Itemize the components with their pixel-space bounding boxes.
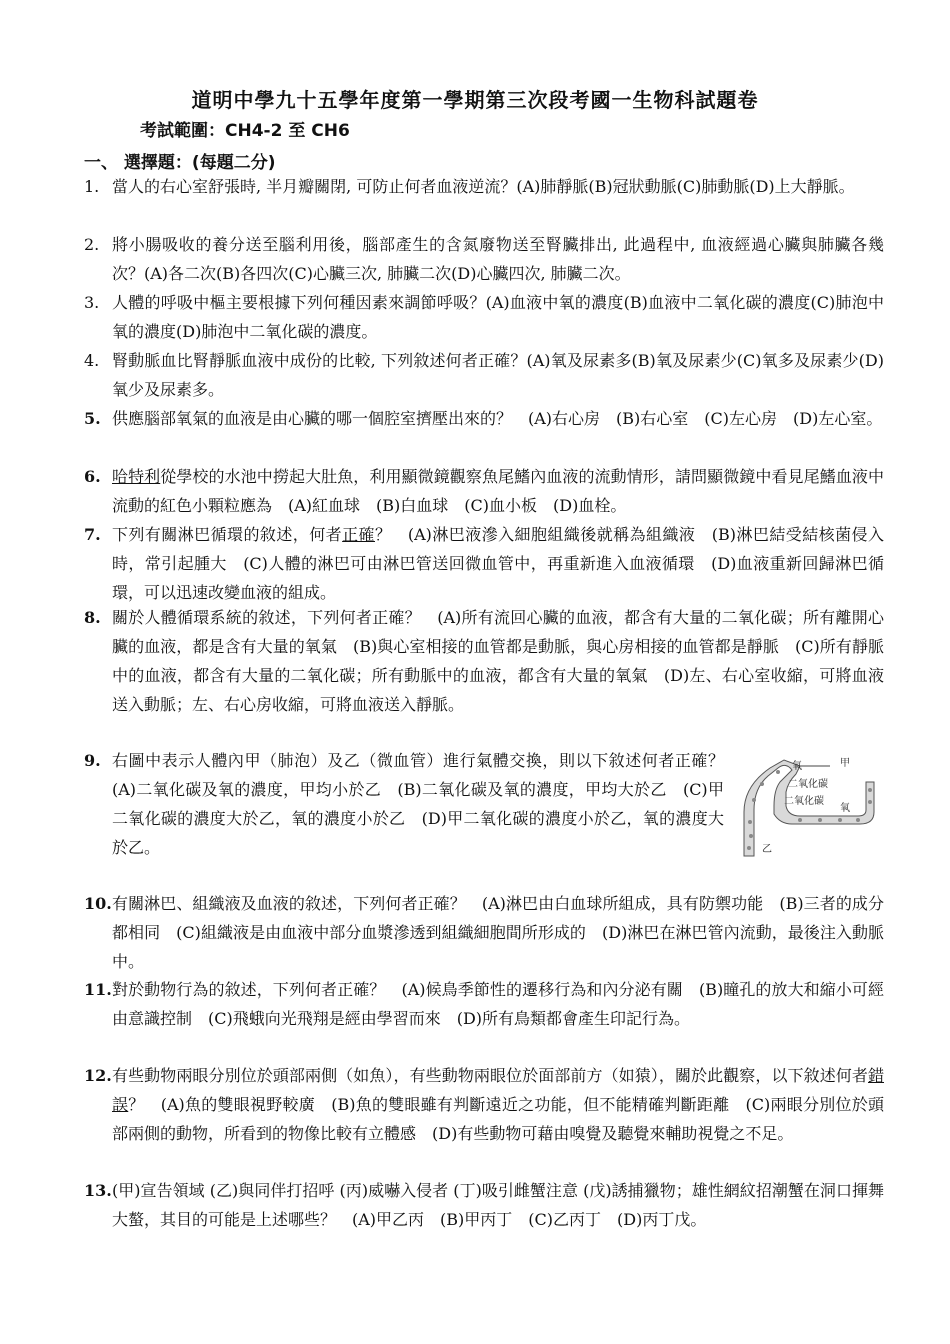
question-text: [112, 462, 884, 520]
question-number: 13.: [84, 1181, 112, 1200]
question-7: [84, 520, 884, 607]
question-1: [84, 172, 884, 201]
question-number: 7.: [84, 525, 101, 544]
underlined-keyword: 正確: [342, 525, 375, 544]
question-8: [84, 603, 884, 719]
question-12: [84, 1061, 884, 1148]
question-text: 關於人體循環系統的敘述，下列何者正確？ (A)所有流回心臟的血液，都含有大量的二氧化碳；所有離開心臟的血液，都是含有大量的氧氣 (B)與心室相接的血管都是動脈，與心房相接的血管都是靜脈 (C)所有靜脈中的血液，都含有大量的二氧化碳；所有動脈中的血液，都含有大量的氧氣 (D)左、右心室收縮，可將血液送入動脈；左、右心房收縮，可將血液送入靜脈。: [112, 608, 884, 714]
capillary-shape: [744, 760, 874, 856]
question-stem: 有些動物兩眼分別位於頭部兩側（如魚），有些動物兩眼位於面部前方（如猿），關於此觀察，以下敘述何者: [112, 1066, 868, 1085]
question-10: [84, 889, 884, 976]
question-number: 3.: [84, 293, 100, 312]
gas-exchange-figure: [740, 752, 880, 860]
question-text: [112, 1061, 884, 1148]
question-text: 當人的右心室舒張時, 半月瓣關閉, 可防止何者血液逆流？(A)肺靜脈(B)冠狀動脈(C)肺動脈(D)上大靜脈。: [112, 177, 855, 196]
question-number: 11.: [84, 980, 112, 999]
figure-label-co2-upper: 二氧化碳: [788, 779, 828, 790]
question-number: 1.: [84, 177, 100, 196]
figure-label-oxygen-right: 氧: [840, 803, 850, 814]
question-13: [84, 1176, 884, 1234]
question-number: 8.: [84, 608, 101, 627]
question-text: 有關淋巴、組織液及血液的敘述，下列何者正確？ (A)淋巴由白血球所組成，具有防禦功能 (B)三者的成分都相同 (C)組織液是由血液中部分血漿滲透到組織細胞間所形成的 (D)淋巴在淋巴管內流動，最後注入動脈中。: [112, 894, 884, 971]
question-text: 右圖中表示人體內甲（肺泡）及乙（微血管）進行氣體交換，則以下敘述何者正確？ (A)二氧化碳及氧的濃度，甲均小於乙 (B)二氧化碳及氧的濃度，甲均大於乙 (C)甲二氧化碳的濃度大於乙，氧的濃度小於乙 (D)甲二氧化碳的濃度小於乙，氧的濃度大於乙。: [112, 751, 741, 857]
question-6: [84, 462, 884, 520]
question-text: 供應腦部氧氣的血液是由心臟的哪一個腔室擠壓出來的？ (A)右心房 (B)右心室 (C)左心房 (D)左心室。: [112, 409, 883, 428]
question-text: (甲)宣告領域 (乙)與同伴打招呼 (丙)威嚇入侵者 (丁)吸引雌蟹注意 (戊)誘捕獵物；雄性網紋招潮蟹在洞口揮舞大螯，其目的可能是上述哪些？ (A)甲乙丙 (B)甲丙丁 (C)乙丙丁 (D)丙丁戊。: [112, 1181, 884, 1229]
question-stem: 下列有關淋巴循環的敘述，何者: [112, 525, 343, 544]
exam-range: 考試範圍：CH4-2 至 CH6: [140, 121, 350, 141]
question-3: [84, 288, 884, 346]
figure-label-oxygen-top: 氧: [792, 761, 802, 772]
question-2: [84, 230, 884, 288]
figure-label-jia: 甲: [840, 758, 850, 769]
figure-label-co2-lower: 二氧化碳: [784, 796, 824, 807]
figure-label-yi: 乙: [762, 844, 772, 855]
question-text: 人體的呼吸中樞主要根據下列何種因素來調節呼吸？(A)血液中氧的濃度(B)血液中二氧化碳的濃度(C)肺泡中氧的濃度(D)肺泡中二氧化碳的濃度。: [112, 293, 884, 341]
question-11: [84, 975, 884, 1033]
question-text: 對於動物行為的敘述，下列何者正確？ (A)候鳥季節性的遷移行為和內分泌有關 (B)瞳孔的放大和縮小可經由意識控制 (C)飛蛾向光飛翔是經由學習而來 (D)所有鳥類都會產生印記行為。: [112, 980, 884, 1028]
question-number: 9.: [84, 751, 101, 770]
question-text: 將小腸吸收的養分送至腦利用後，腦部產生的含氮廢物送至腎臟排出, 此過程中, 血液經過心臟與肺臟各幾次？(A)各二次(B)各四次(C)心臟三次, 肺臟二次(D)心臟四次, 肺臟二次。: [112, 235, 884, 283]
question-text: 腎動脈血比腎靜脈血液中成份的比較, 下列敘述何者正確？(A)氧及尿素多(B)氧及尿素少(C)氧多及尿素少(D)氧少及尿素多。: [112, 351, 884, 399]
question-body: ？ (A)淋巴液滲入細胞組織後就稱為組織液 (B)淋巴結受結核菌侵入時，常引起腫大 (C)人體的淋巴可由淋巴管送回微血管中，再重新進入血液循環 (D)血液重新回歸淋巴循環，可以迅速改變血液的組成。: [112, 525, 884, 602]
question-number: 4.: [84, 351, 100, 370]
underlined-name: 哈特利: [112, 467, 161, 486]
underlined-keyword: 錯誤: [112, 1066, 884, 1114]
question-number: 10.: [84, 894, 112, 913]
question-4: [84, 346, 884, 404]
question-body: 從學校的水池中撈起大肚魚，利用顯微鏡觀察魚尾鰭內血液的流動情形，請問顯微鏡中看見尾鰭血液中流動的紅色小顆粒應為 (A)紅血球 (B)白血球 (C)血小板 (D)血栓。: [112, 467, 884, 515]
question-5: [84, 404, 884, 433]
question-number: 12.: [84, 1066, 112, 1085]
question-number: 2.: [84, 235, 100, 254]
question-body: ？ (A)魚的雙眼視野較廣 (B)魚的雙眼雖有判斷遠近之功能，但不能精確判斷距離 (C)兩眼分別位於頭部兩側的動物，所看到的物像比較有立體感 (D)有些動物可藉由嗅覺及聽覺來輔助視覺之不足。: [112, 1095, 884, 1143]
question-9: [84, 746, 741, 862]
question-number: 5.: [84, 409, 101, 428]
exam-title: 道明中學九十五學年度第一學期第三次段考國一生物科試題卷: [191, 88, 759, 112]
section-heading: 一、 選擇題：(每題二分): [84, 153, 276, 173]
question-number: 6.: [84, 467, 101, 486]
question-text: [112, 520, 884, 607]
